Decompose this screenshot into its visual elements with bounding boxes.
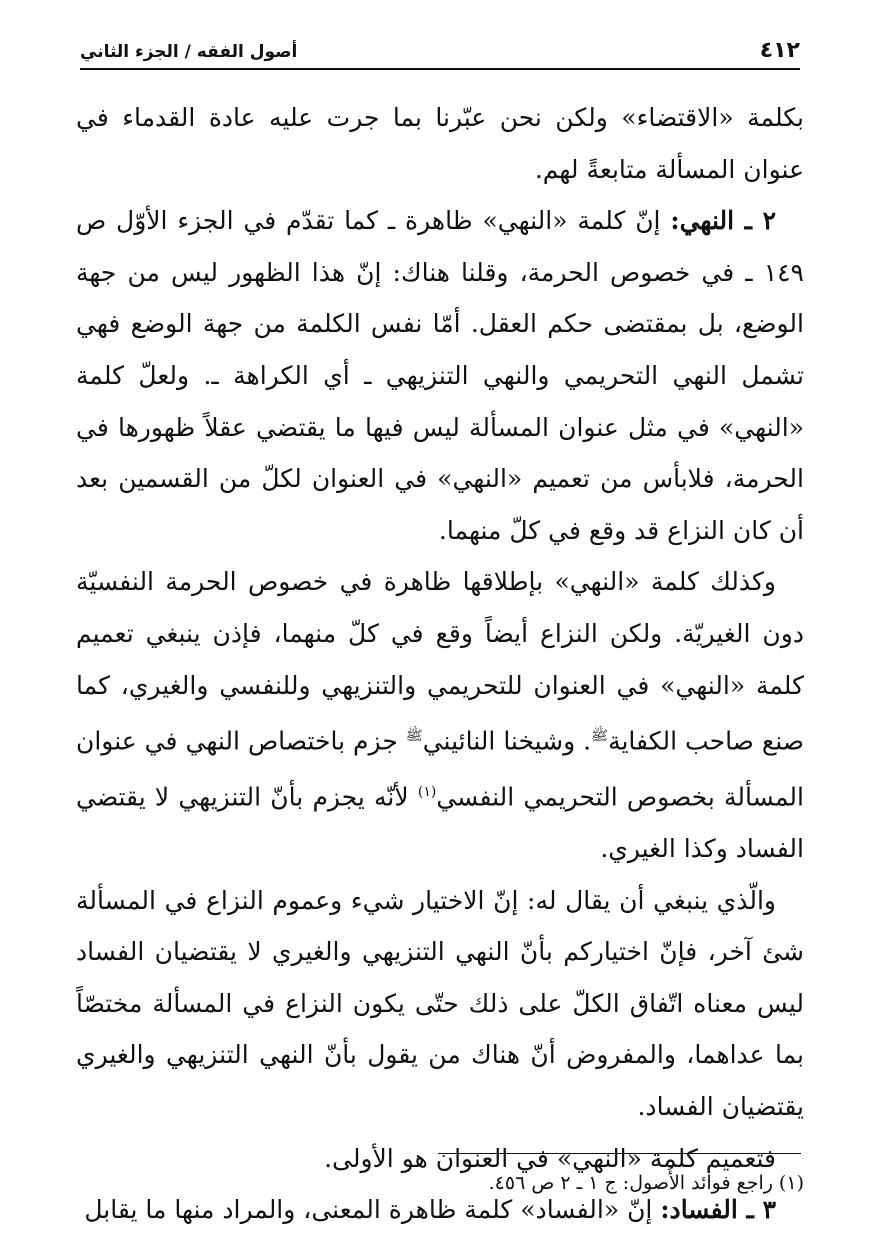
paragraph-6-text: إنّ «الفساد» كلمة ظاهرة المعنى، والمراد منها ما يقابل <box>84 1195 653 1225</box>
paragraph-5-text: فتعميم كلمة «النهي» في العنوان هو الأولى. <box>324 1143 776 1173</box>
paragraph-1-text: بكلمة «الاقتضاء» ولكن نحن عبّرنا بما جرت عليه عادة القدماء في عنوان المسألة متابعةً لهم. <box>76 103 804 184</box>
paragraph-2 <box>76 195 804 556</box>
running-title: أصول الفقه / الجزء الثاني <box>80 42 298 62</box>
footnote-rule <box>438 1153 801 1154</box>
footnote <box>76 1168 804 1198</box>
paragraph-4-text: والّذي ينبغي أن يقال له: إنّ الاختيار شيء وعموم النزاع في المسألة شئ آخر، فإنّ اختياركم بأنّ النهي التنزيهي والغيري لا يقتضيان الفساد ليس معناه اتّفاق الكلّ على ذلك حتّى يكون النزاع في المسألة مختصّاً بما عداهما، والمفروض أنّ هناك من يقول بأنّ النهي التنزيهي والغيري يقتضيان الفساد. <box>76 885 804 1121</box>
footnote-text: (١) راجع فوائد الأُصول: ج ١ ـ ٢ ص ٤٥٦. <box>488 1172 804 1194</box>
section-2-heading: ٢ ـ النهي: <box>670 206 776 236</box>
paragraph-1 <box>76 92 804 195</box>
paragraph-3-text-a: وكذلك كلمة «النهي» بإطلاقها ظاهرة في خصوص الحرمة النفسيّة دون الغيريّة. ولكن النزاع أيضاً وقع في كلّ منهما، فإذن ينبغي تعميم كلمة «النهي» في العنوان للتحريمي والتنزيهي وللنفسي والغيري، كما صنع صاحب الكفاية <box>76 567 804 756</box>
paragraph-4 <box>76 875 804 1133</box>
paragraph-3-text-d: لأنّه يجزم بأنّ التنزيهي لا يقتضي الفساد وكذا الغيري. <box>76 782 804 863</box>
page-number: ٤١٢ <box>759 38 800 63</box>
header-rule <box>80 68 800 70</box>
paragraph-3-text-c: جزم باختصاص النهي في عنوان المسألة بخصوص التحريمي النفسي <box>76 726 804 812</box>
honorific-glyph-1: ﷺ <box>591 728 609 745</box>
section-3-heading: ٣ ـ الفساد: <box>660 1195 776 1225</box>
footnote-reference: (١) <box>417 784 437 801</box>
paragraph-2-text: إنّ كلمة «النهي» ظاهرة ـ كما تقدّم في الجزء الأوّل ص ١٤٩ ـ في خصوص الحرمة، وقلنا هناك: إنّ هذا الظهور ليس من جهة الوضع، بل بمقتضى حكم العقل. أمّا نفس الكلمة من جهة الوضع فهي تشمل النهي التحريمي والنهي التنزيهي ـ أي الكراهة ـ. ولعلّ كلمة «النهي» في مثل عنوان المسألة ليس فيها ما يقتضي عقلاً ظهورها في الحرمة، فلابأس من تعميم «النهي» في العنوان لكلّ من القسمين بعد أن كان النزاع قد وقع في كلّ منهما. <box>76 206 804 545</box>
page-header <box>80 36 800 70</box>
body-text <box>76 92 804 1236</box>
paragraph-3 <box>76 556 804 874</box>
honorific-glyph-2: ﷺ <box>405 728 423 745</box>
paragraph-3-text-b: . وشيخنا النائيني <box>422 726 592 756</box>
